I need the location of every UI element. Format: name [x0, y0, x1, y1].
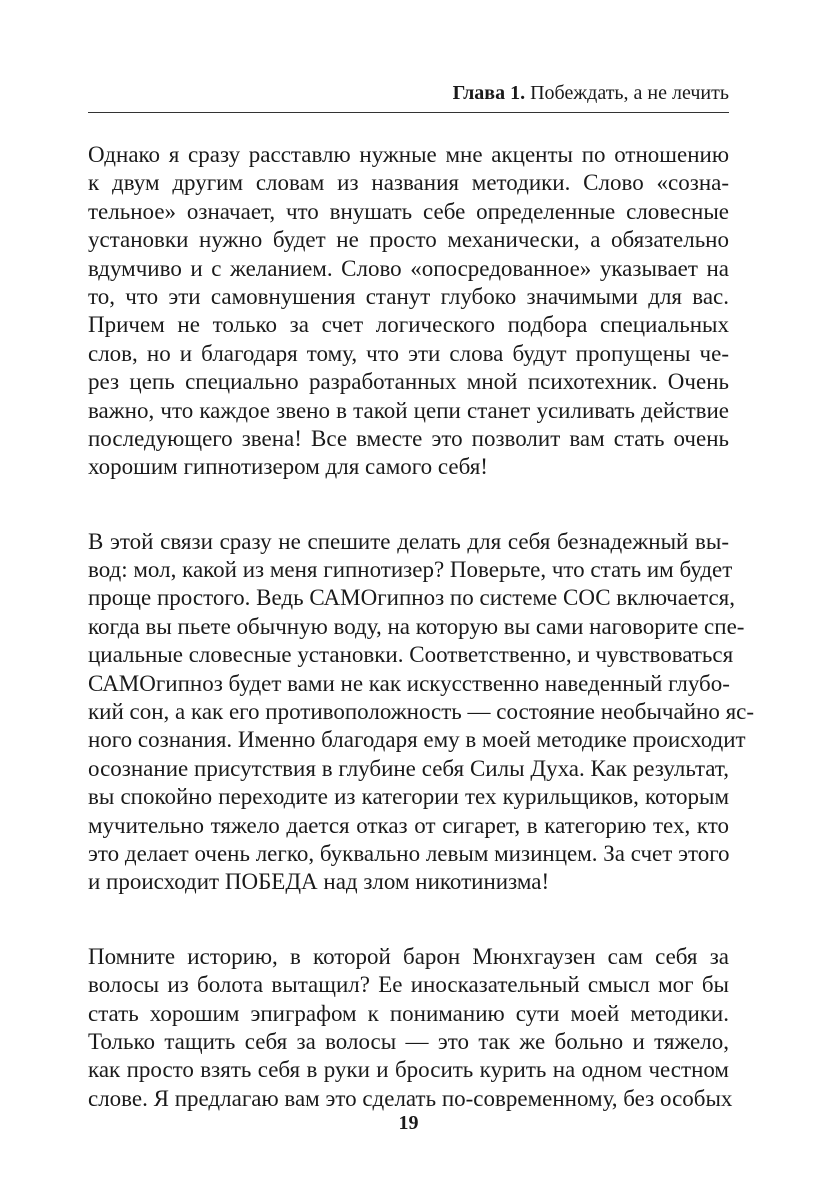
body-text	[88, 141, 755, 1159]
text-line: это делает очень легко, буквально левым мизинцем. За счет этого	[88, 840, 730, 866]
text-line: Причем не только за счет логического подбора специальных	[88, 312, 729, 338]
text-line: вод: мол, какой из меня гипнотизер? Поверьте, что стать им будет	[88, 557, 733, 583]
text-line: тельное» означает, что внушать себе определенные словесные	[88, 198, 729, 224]
text-line: мучительно тяжело дается отказ от сигарет, в категорию тех, кто	[88, 812, 729, 838]
text-line: и происходит ПОБЕДА над злом никотинизма!	[88, 869, 550, 895]
chapter-number: Глава 1.	[452, 82, 526, 104]
text-line: вдумчиво и с желанием. Слово «опосредованное» указывает на	[88, 255, 729, 281]
paragraph-2	[88, 528, 755, 897]
header-rule	[88, 112, 729, 113]
text-line: проще простого. Ведь САМОгипноз по системе СОС включается,	[88, 585, 735, 611]
text-line: циальные словесные установки. Соответственно, и чувствоваться	[88, 642, 734, 668]
text-line: кий сон, а как его противоположность — состояние необычайно яс-	[88, 699, 755, 725]
text-line: САМОгипноз будет вами не как искусственно наведенный глубо-	[88, 670, 730, 696]
text-line: слов, но и благодаря тому, что эти слова будут пропущены че-	[88, 340, 729, 366]
paragraph-1	[88, 141, 729, 482]
running-head	[453, 80, 729, 106]
text-line: осознание присутствия в глубине себя Силы Духа. Как результат,	[88, 755, 729, 781]
text-line: В этой связи сразу не спешите делать для себя безнадежный вы-	[88, 528, 729, 554]
text-line: последующего звена! Все вместе это позволит вам стать очень	[88, 425, 729, 451]
text-line: слове. Я предлагаю вам это сделать по-современному, без особых	[88, 1085, 733, 1111]
text-line: Помните историю, в которой барон Мюнхгаузен сам себя за	[88, 943, 729, 969]
text-line: Однако я сразу расставлю нужные мне акценты по отношению	[88, 142, 729, 167]
text-line: рез цепь специально разработанных мной психотехник. Очень	[88, 369, 729, 395]
text-line: как просто взять себя в руки и бросить курить на одном честном	[88, 1057, 729, 1083]
text-line: установки нужно будет не просто механически, а обязательно	[88, 227, 729, 253]
text-line: хорошим гипнотизером для самого себя!	[88, 454, 488, 480]
page-number: 19	[398, 1112, 419, 1134]
paragraph-3	[88, 943, 733, 1113]
text-line: волосы из болота вытащил? Ее иносказательный смысл мог бы	[88, 972, 729, 998]
text-line: Только тащить себя за волосы — это так же больно и тяжело,	[88, 1028, 729, 1054]
text-line: когда вы пьете обычную воду, на которую вы сами наговорите спе-	[88, 613, 745, 639]
text-line: стать хорошим эпиграфом к пониманию сути моей методики.	[88, 1000, 729, 1026]
text-line: то, что эти самовнушения станут глубоко значимыми для вас.	[88, 283, 729, 309]
chapter-title: Побеждать, а не лечить	[530, 82, 729, 104]
text-line: ного сознания. Именно благодаря ему в моей методике происходит	[88, 727, 746, 753]
text-line: вы спокойно переходите из категории тех курильщиков, которым	[88, 784, 729, 810]
text-line: важно, что каждое звено в такой цепи станет усиливать действие	[88, 397, 729, 423]
text-line: к двум другим словам из названия методики. Слово «созна-	[88, 170, 729, 196]
